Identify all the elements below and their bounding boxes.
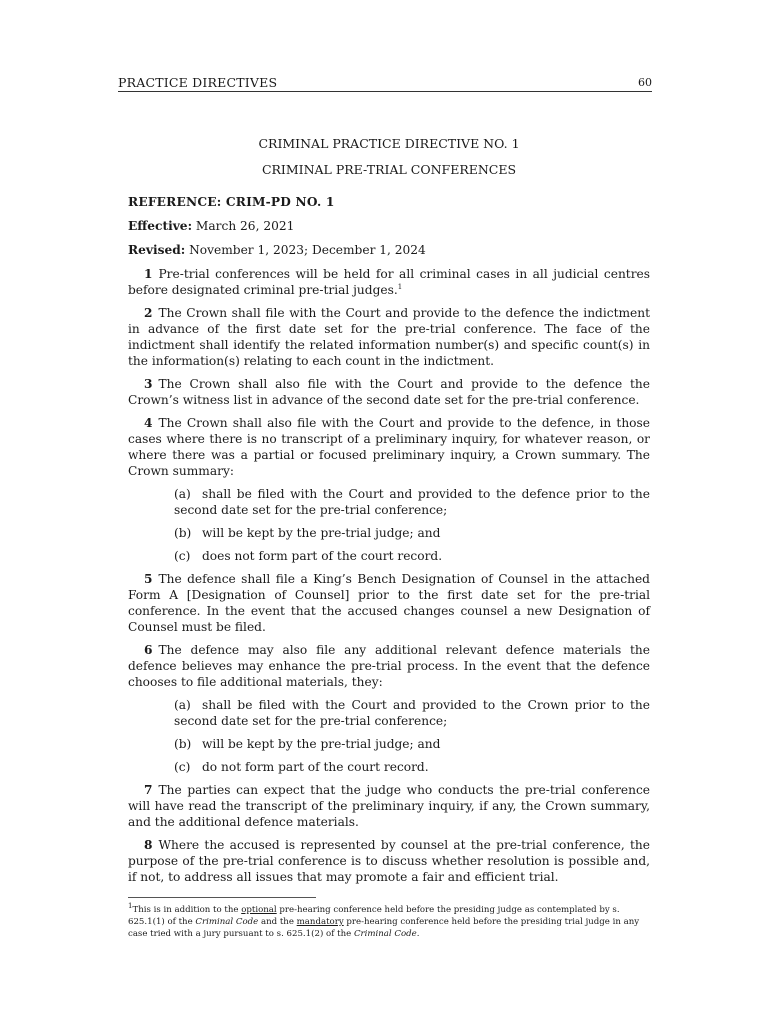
paragraph-text: Pre-trial conferences will be held for all criminal cases in all judicial centres before designated criminal pre-trial judges.: [128, 267, 650, 297]
footnote-text: pre-hearing conference held before the presiding judge as contemplated by s. 625.1(1) of the: [128, 905, 620, 927]
document-body: [128, 136, 650, 940]
subparagraph-6a: [128, 697, 650, 729]
paragraph-number: 6: [144, 643, 153, 657]
subparagraph-text: does not form part of the court record.: [202, 549, 443, 563]
subparagraph-6c: [128, 759, 650, 775]
footnote-ref[interactable]: 1: [397, 282, 403, 291]
paragraph-6: [128, 642, 650, 690]
paragraph-text: The Crown shall also file with the Court and provide to the defence, in those cases where there is no transcript of a preliminary inquiry, for whatever reason, or where there was a partial or focused preliminary inquiry, a Crown summary. The Crown summary:: [128, 416, 650, 478]
reference-line: REFERENCE: CRIM-PD NO. 1: [128, 195, 335, 209]
paragraph-text: Where the accused is represented by counsel at the pre-trial conference, the purpose of the pre-trial conference is to discuss whether resolution is possible and, if not, to address all issues that may promote a fair and efficient trial.: [128, 838, 650, 884]
footnote-marker: 1: [128, 902, 133, 911]
subparagraph-6b: [128, 736, 650, 752]
subparagraph-label: (a): [174, 698, 191, 712]
subparagraph-text: will be kept by the pre-trial judge; and: [202, 526, 441, 540]
subparagraph-label: (b): [174, 526, 192, 540]
subparagraph-4a: [128, 486, 650, 518]
paragraph-text: The Crown shall also file with the Court and provide to the defence the Crown’s witness list in advance of the second date set for the pre-trial conference.: [128, 377, 650, 407]
revised-line: [128, 242, 650, 258]
paragraph-number: 7: [144, 783, 153, 797]
paragraph-text: The Crown shall file with the Court and provide to the defence the indictment in advance of the first date set for the pre-trial conference. The face of the indictment shall identify the related information number(s) and specific count(s) in the information(s) relating to each count in the indictment.: [128, 306, 650, 368]
footnote-1: [128, 904, 650, 940]
paragraph-number: 8: [144, 838, 153, 852]
subparagraph-label: (c): [174, 760, 191, 774]
paragraph-number: 2: [144, 306, 153, 320]
paragraph-5: [128, 571, 650, 635]
subparagraph-text: shall be filed with the Court and provided to the defence prior to the second date set for the pre-trial conference;: [174, 487, 650, 517]
revised-dates: November 1, 2023; December 1, 2024: [185, 243, 426, 257]
footnote-divider: [128, 897, 316, 898]
footnote-text: pre-hearing conference held before the presiding trial judge in any case tried with a jury pursuant to s. 625.1(2) of the: [128, 917, 640, 939]
footnote-text: .: [416, 929, 420, 939]
paragraph-number: 5: [144, 572, 153, 586]
footnote-optional: optional: [241, 905, 277, 915]
directive-subtitle: CRIMINAL PRE-TRIAL CONFERENCES: [261, 162, 517, 177]
paragraph-8: [128, 837, 650, 885]
paragraph-3: [128, 376, 650, 408]
footnote-criminal-code: Criminal Code: [353, 929, 417, 939]
paragraph-number: 1: [144, 267, 153, 281]
effective-date: March 26, 2021: [192, 219, 295, 233]
paragraph-number: 4: [144, 416, 153, 430]
directive-title: CRIMINAL PRACTICE DIRECTIVE NO. 1: [258, 136, 520, 151]
paragraph-text: The parties can expect that the judge who conducts the pre-trial conference will have read the transcript of the preliminary inquiry, if any, the Crown summary, and the additional defence materials.: [128, 783, 650, 829]
footnote-text: This is in addition to the: [132, 905, 242, 915]
paragraph-text: The defence may also file any additional relevant defence materials the defence believes may enhance the pre-trial process. In the event that the defence chooses to file additional materials, they:: [128, 643, 650, 689]
effective-line: [128, 218, 650, 234]
paragraph-2: [128, 305, 650, 369]
subparagraph-text: will be kept by the pre-trial judge; and: [202, 737, 441, 751]
paragraph-number: 3: [144, 377, 153, 391]
subparagraph-text: shall be filed with the Court and provided to the Crown prior to the second date set for the pre-trial conference;: [174, 698, 650, 728]
paragraph-text: The defence shall file a King’s Bench Designation of Counsel in the attached Form A [Designation of Counsel] prior to the first date set for the pre-trial conference. In the event that the accused changes counsel a new Designation of Counsel must be filed.: [128, 572, 650, 634]
subparagraph-4c: [128, 548, 650, 564]
header-title: PRACTICE DIRECTIVES: [118, 75, 278, 90]
subparagraph-text: do not form part of the court record.: [202, 760, 429, 774]
revised-label: Revised:: [128, 243, 186, 257]
paragraph-7: [128, 782, 650, 830]
footnote-mandatory: mandatory: [296, 917, 344, 927]
effective-label: Effective:: [128, 219, 193, 233]
subparagraph-label: (c): [174, 549, 191, 563]
footnote-text: and the: [258, 917, 297, 927]
subparagraph-4b: [128, 525, 650, 541]
running-header: [118, 75, 652, 92]
subparagraph-label: (b): [174, 737, 192, 751]
page-number: 60: [638, 76, 652, 89]
subparagraph-label: (a): [174, 487, 191, 501]
footnote-criminal-code: Criminal Code: [195, 917, 259, 927]
paragraph-1: [128, 266, 650, 298]
paragraph-4: [128, 415, 650, 479]
